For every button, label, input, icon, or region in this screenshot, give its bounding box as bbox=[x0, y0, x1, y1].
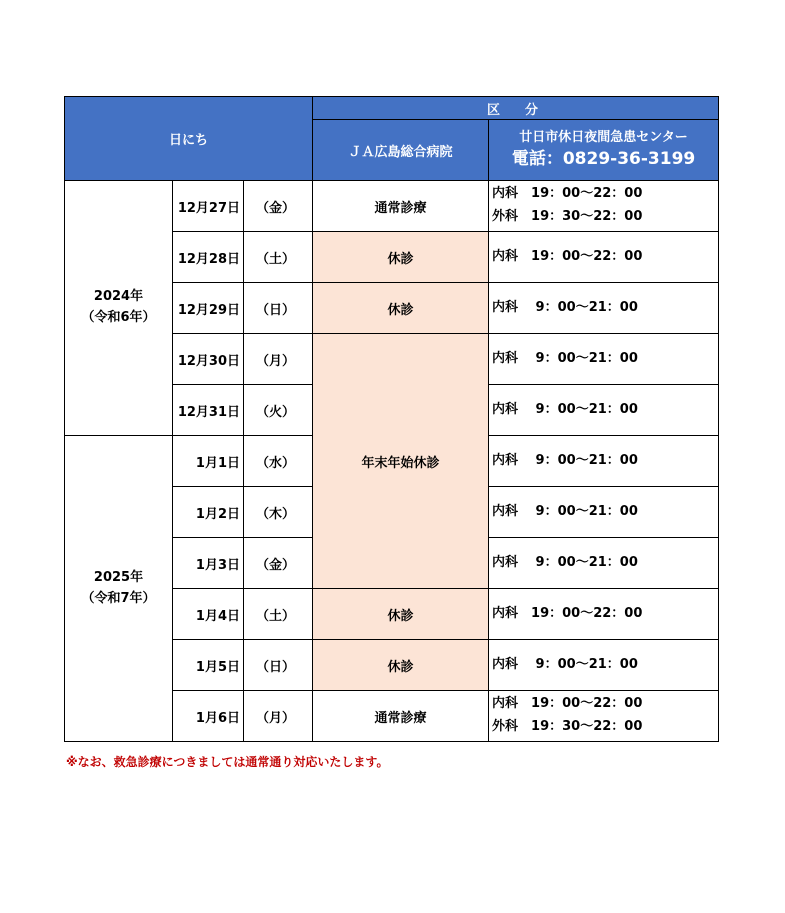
date-cell: 12月28日 bbox=[173, 232, 244, 283]
hours-line: 外科 19：30～22：00 bbox=[492, 719, 643, 734]
ja-status-cell-holiday: 年末年始休診 bbox=[313, 334, 489, 589]
date-column-header: 日にち bbox=[65, 97, 313, 181]
emergency-center-header bbox=[489, 120, 719, 181]
weekday-cell: （火） bbox=[244, 385, 313, 436]
hours-line: 外科 19：30～22：00 bbox=[492, 209, 643, 224]
date-cell: 1月1日 bbox=[173, 436, 244, 487]
ja-status-cell: 休診 bbox=[313, 640, 489, 691]
weekday-cell: （月） bbox=[244, 691, 313, 742]
weekday-cell: （土） bbox=[244, 589, 313, 640]
weekday-cell: （日） bbox=[244, 640, 313, 691]
ja-status-cell: 通常診療 bbox=[313, 181, 489, 232]
center-hours-cell: 内科 9：00～21：00 bbox=[489, 538, 719, 589]
date-cell: 12月30日 bbox=[173, 334, 244, 385]
date-cell: 1月2日 bbox=[173, 487, 244, 538]
center-hours-cell bbox=[489, 181, 719, 232]
category-header: 区 分 bbox=[313, 97, 719, 120]
center-hours-cell: 内科 19：00～22：00 bbox=[489, 232, 719, 283]
center-name: 廿日市休日夜間急患センター bbox=[519, 129, 688, 145]
date-cell: 12月29日 bbox=[173, 283, 244, 334]
ja-status-cell: 休診 bbox=[313, 283, 489, 334]
date-cell: 1月6日 bbox=[173, 691, 244, 742]
footnote: ※なお、救急診療につきましては通常通り対応いたします。 bbox=[66, 755, 389, 769]
weekday-cell: （月） bbox=[244, 334, 313, 385]
year-label: 2025年 bbox=[93, 569, 144, 585]
center-phone: 電話：0829-36-3199 bbox=[511, 149, 696, 169]
ja-status-cell: 休診 bbox=[313, 232, 489, 283]
date-cell: 12月27日 bbox=[173, 181, 244, 232]
center-hours-cell bbox=[489, 691, 719, 742]
center-hours-cell: 内科 9：00～21：00 bbox=[489, 436, 719, 487]
date-cell: 1月5日 bbox=[173, 640, 244, 691]
weekday-cell: （金） bbox=[244, 181, 313, 232]
ja-status-cell: 休診 bbox=[313, 589, 489, 640]
ja-status-cell: 通常診療 bbox=[313, 691, 489, 742]
weekday-cell: （木） bbox=[244, 487, 313, 538]
date-cell: 12月31日 bbox=[173, 385, 244, 436]
year-cell-2025 bbox=[65, 436, 173, 742]
era-label: （令和6年） bbox=[81, 310, 156, 325]
weekday-cell: （水） bbox=[244, 436, 313, 487]
center-hours-cell: 内科 9：00～21：00 bbox=[489, 640, 719, 691]
year-label: 2024年 bbox=[93, 289, 144, 305]
center-hours-cell: 内科 19：00～22：00 bbox=[489, 589, 719, 640]
weekday-cell: （金） bbox=[244, 538, 313, 589]
hours-line: 内科 19：00～22：00 bbox=[492, 186, 643, 202]
year-cell-2024 bbox=[65, 181, 173, 436]
table-row bbox=[65, 181, 719, 232]
hours-line: 内科 19：00～22：00 bbox=[492, 696, 643, 712]
weekday-cell: （日） bbox=[244, 283, 313, 334]
weekday-cell: （土） bbox=[244, 232, 313, 283]
date-cell: 1月4日 bbox=[173, 589, 244, 640]
ja-hospital-header: ＪＡ広島総合病院 bbox=[313, 120, 489, 181]
schedule-table bbox=[64, 96, 719, 742]
center-hours-cell: 内科 9：00～21：00 bbox=[489, 334, 719, 385]
center-hours-cell: 内科 9：00～21：00 bbox=[489, 283, 719, 334]
date-cell: 1月3日 bbox=[173, 538, 244, 589]
center-hours-cell: 内科 9：00～21：00 bbox=[489, 487, 719, 538]
era-label: （令和7年） bbox=[81, 590, 156, 606]
center-hours-cell: 内科 9：00～21：00 bbox=[489, 385, 719, 436]
